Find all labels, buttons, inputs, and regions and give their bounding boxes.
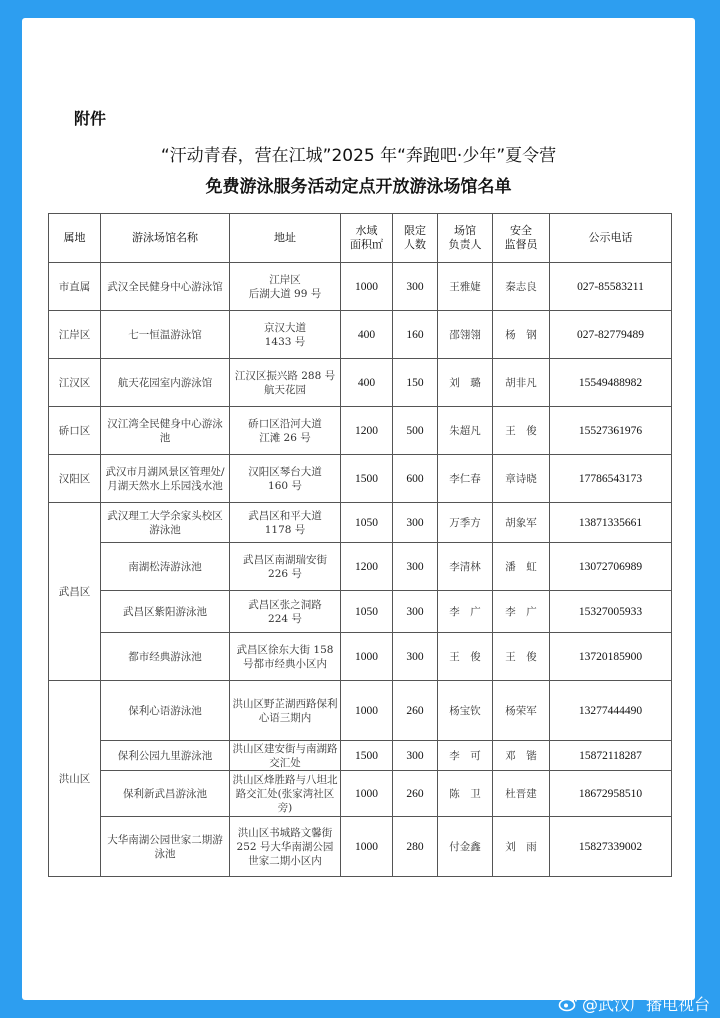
table-row	[49, 771, 672, 817]
phone-cell: 13277444490	[550, 681, 672, 741]
venue-name-cell: 大华南湖公园世家二期游泳池	[101, 817, 230, 877]
water-area-cell: 400	[341, 359, 393, 407]
supervisor-cell: 潘 虹	[493, 543, 550, 591]
phone-cell: 15827339002	[550, 817, 672, 877]
phone-cell: 15327005933	[550, 591, 672, 633]
table-row	[49, 455, 672, 503]
weibo-watermark	[558, 992, 710, 1014]
water-area-cell: 1500	[341, 741, 393, 771]
district-cell: 硚口区	[49, 407, 101, 455]
person-limit-cell: 600	[393, 455, 438, 503]
person-limit-cell: 280	[393, 817, 438, 877]
table-row	[49, 311, 672, 359]
table-row	[49, 817, 672, 877]
document-title-line1: “汗动青春，营在江城”2025 年“奔跑吧·少年”夏令营	[160, 146, 557, 166]
supervisor-cell: 杨荣军	[493, 681, 550, 741]
water-area-cell: 1200	[341, 543, 393, 591]
table-row	[49, 741, 672, 771]
person-limit-cell: 300	[393, 543, 438, 591]
venue-name-cell: 南湖松涛游泳池	[101, 543, 230, 591]
person-limit-cell: 160	[393, 311, 438, 359]
address-cell: 武昌区南湖瑞安街 226 号	[230, 543, 341, 591]
water-area-cell: 1050	[341, 503, 393, 543]
manager-cell: 王雅婕	[438, 263, 493, 311]
person-limit-cell: 300	[393, 741, 438, 771]
venue-name-cell: 都市经典游泳池	[101, 633, 230, 681]
header-venue-manager: 场馆 负责人	[438, 214, 493, 263]
address-cell: 洪山区书城路文馨街 252 号大华南湖公园世家二期小区内	[230, 817, 341, 877]
manager-cell: 杨宝钦	[438, 681, 493, 741]
header-address: 地址	[230, 214, 341, 263]
manager-cell: 王 俊	[438, 633, 493, 681]
person-limit-cell: 260	[393, 771, 438, 817]
address-cell: 江汉区振兴路 288 号航天花园	[230, 359, 341, 407]
water-area-cell: 1000	[341, 681, 393, 741]
table-row	[49, 359, 672, 407]
manager-cell: 朱超凡	[438, 407, 493, 455]
manager-cell: 付金鑫	[438, 817, 493, 877]
supervisor-cell: 邓 锴	[493, 741, 550, 771]
table-row	[49, 633, 672, 681]
phone-cell: 15549488982	[550, 359, 672, 407]
venue-name-cell: 武汉理工大学余家头校区游泳池	[101, 503, 230, 543]
supervisor-cell: 王 俊	[493, 633, 550, 681]
attachment-label: 附件	[74, 109, 107, 128]
phone-cell: 027-85583211	[550, 263, 672, 311]
header-safety-supervisor: 安全 监督员	[493, 214, 550, 263]
table-row	[49, 591, 672, 633]
person-limit-cell: 300	[393, 263, 438, 311]
person-limit-cell: 300	[393, 633, 438, 681]
person-limit-cell: 150	[393, 359, 438, 407]
supervisor-cell: 李 广	[493, 591, 550, 633]
person-limit-cell: 260	[393, 681, 438, 741]
document-title-line2: 免费游泳服务活动定点开放游泳场馆名单	[205, 177, 512, 197]
water-area-cell: 1200	[341, 407, 393, 455]
water-area-cell: 400	[341, 311, 393, 359]
phone-cell: 15872118287	[550, 741, 672, 771]
phone-cell: 15527361976	[550, 407, 672, 455]
manager-cell: 陈 卫	[438, 771, 493, 817]
venue-name-cell: 武昌区紫阳游泳池	[101, 591, 230, 633]
address-cell: 洪山区野芷湖西路保利心语三期内	[230, 681, 341, 741]
address-cell: 武昌区徐东大街 158 号都市经典小区内	[230, 633, 341, 681]
supervisor-cell: 胡象军	[493, 503, 550, 543]
header-person-limit: 限定 人数	[393, 214, 438, 263]
supervisor-cell: 秦志良	[493, 263, 550, 311]
header-water-area: 水域 面积㎡	[341, 214, 393, 263]
venue-name-cell: 保利心语游泳池	[101, 681, 230, 741]
address-cell: 江岸区 后湖大道 99 号	[230, 263, 341, 311]
manager-cell: 李 广	[438, 591, 493, 633]
water-area-cell: 1000	[341, 263, 393, 311]
manager-cell: 李 可	[438, 741, 493, 771]
phone-cell: 13072706989	[550, 543, 672, 591]
manager-cell: 李仁春	[438, 455, 493, 503]
address-cell: 洪山区烽胜路与八坦北路交汇处(张家湾社区旁)	[230, 771, 341, 817]
table-row	[49, 407, 672, 455]
header-public-phone: 公示电话	[550, 214, 672, 263]
header-venue-name: 游泳场馆名称	[101, 214, 230, 263]
manager-cell: 李清林	[438, 543, 493, 591]
venue-name-cell: 保利新武昌游泳池	[101, 771, 230, 817]
phone-cell: 17786543173	[550, 455, 672, 503]
phone-cell: 027-82779489	[550, 311, 672, 359]
supervisor-cell: 杨 钢	[493, 311, 550, 359]
venue-name-cell: 七一恒温游泳馆	[101, 311, 230, 359]
venue-name-cell: 汉江湾全民健身中心游泳池	[101, 407, 230, 455]
supervisor-cell: 王 俊	[493, 407, 550, 455]
address-cell: 京汉大道 1433 号	[230, 311, 341, 359]
table-header-row	[49, 214, 672, 263]
district-cell: 武昌区	[49, 503, 101, 681]
district-cell: 江汉区	[49, 359, 101, 407]
manager-cell: 邵翎翎	[438, 311, 493, 359]
phone-cell: 13871335661	[550, 503, 672, 543]
district-cell: 市直属	[49, 263, 101, 311]
water-area-cell: 1000	[341, 771, 393, 817]
water-area-cell: 1050	[341, 591, 393, 633]
manager-cell: 万季方	[438, 503, 493, 543]
person-limit-cell: 500	[393, 407, 438, 455]
address-cell: 武昌区张之洞路 224 号	[230, 591, 341, 633]
district-cell: 汉阳区	[49, 455, 101, 503]
table-row	[49, 263, 672, 311]
phone-cell: 18672958510	[550, 771, 672, 817]
supervisor-cell: 杜晋建	[493, 771, 550, 817]
venue-table	[48, 213, 672, 877]
water-area-cell: 1500	[341, 455, 393, 503]
person-limit-cell: 300	[393, 503, 438, 543]
venue-name-cell: 保利公园九里游泳池	[101, 741, 230, 771]
supervisor-cell: 刘 雨	[493, 817, 550, 877]
table-row	[49, 543, 672, 591]
address-cell: 洪山区建安街与南湖路交汇处	[230, 741, 341, 771]
venue-name-cell: 航天花园室内游泳馆	[101, 359, 230, 407]
water-area-cell: 1000	[341, 817, 393, 877]
person-limit-cell: 300	[393, 591, 438, 633]
phone-cell: 13720185900	[550, 633, 672, 681]
table-row	[49, 681, 672, 741]
table-row	[49, 503, 672, 543]
district-cell: 洪山区	[49, 681, 101, 877]
supervisor-cell: 胡非凡	[493, 359, 550, 407]
watermark-text: @武汉广播电视台	[581, 994, 710, 1014]
water-area-cell: 1000	[341, 633, 393, 681]
weibo-icon	[558, 993, 578, 1013]
address-cell: 汉阳区琴台大道 160 号	[230, 455, 341, 503]
district-cell: 江岸区	[49, 311, 101, 359]
venue-name-cell: 武汉全民健身中心游泳馆	[101, 263, 230, 311]
address-cell: 硚口区沿河大道 江滩 26 号	[230, 407, 341, 455]
header-district: 属地	[49, 214, 101, 263]
manager-cell: 刘 璐	[438, 359, 493, 407]
supervisor-cell: 章诗晓	[493, 455, 550, 503]
venue-name-cell: 武汉市月湖风景区管理处/月湖天然水上乐园浅水池	[101, 455, 230, 503]
address-cell: 武昌区和平大道 1178 号	[230, 503, 341, 543]
